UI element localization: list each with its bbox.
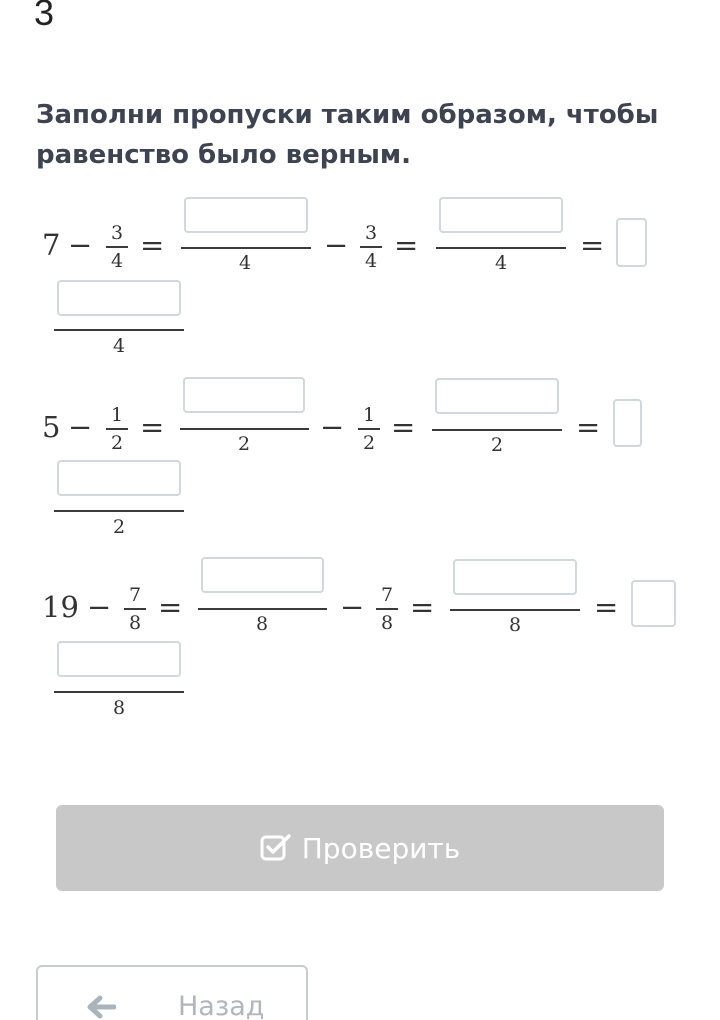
fraction-bar — [358, 428, 380, 430]
fraction-denominator: 2 — [237, 433, 251, 455]
fraction-denominator: 8 — [255, 613, 269, 635]
checkbox-check-icon — [260, 833, 292, 863]
minus-sign: − — [324, 228, 349, 262]
whole-number: 5 — [42, 410, 61, 444]
numerator-input-1[interactable] — [183, 377, 305, 413]
whole-number: 7 — [42, 228, 61, 262]
minus-sign: − — [340, 590, 365, 624]
fraction-denominator: 4 — [494, 252, 508, 274]
fraction-bar — [54, 510, 184, 512]
fraction-denominator: 4 — [364, 250, 378, 272]
fraction-denominator: 4 — [110, 250, 124, 272]
minus-sign: − — [320, 410, 345, 444]
fraction-numerator: 7 — [128, 584, 142, 606]
minus-sign: − — [87, 590, 112, 624]
arrow-left-icon — [86, 995, 116, 1020]
fraction-denominator: 4 — [238, 252, 252, 274]
numerator-input-2[interactable] — [439, 197, 563, 233]
fraction-bar — [106, 428, 128, 430]
fraction-denominator: 2 — [362, 432, 376, 454]
equals-sign: = — [576, 410, 601, 444]
fraction-denominator: 4 — [112, 335, 126, 357]
result-numerator-input[interactable] — [57, 460, 181, 496]
back-button-label: Назад — [178, 991, 265, 1020]
fraction-numerator: 1 — [110, 404, 124, 426]
fraction-denominator: 8 — [380, 612, 394, 634]
fraction-numerator: 3 — [364, 222, 378, 244]
numerator-input-2[interactable] — [435, 378, 559, 414]
fraction-bar — [432, 429, 562, 431]
fraction-bar — [106, 246, 128, 248]
equals-sign: = — [158, 590, 183, 624]
fraction-denominator: 8 — [112, 697, 126, 719]
equals-sign: = — [594, 590, 619, 624]
fraction-numerator: 7 — [380, 584, 394, 606]
fraction-bar — [376, 608, 398, 610]
equals-sign: = — [580, 228, 605, 262]
equals-sign: = — [140, 410, 165, 444]
equals-sign: = — [391, 410, 416, 444]
equals-sign: = — [394, 228, 419, 262]
fraction-bar — [54, 691, 184, 693]
check-button-label: Проверить — [301, 831, 461, 865]
minus-sign: − — [68, 410, 93, 444]
equals-sign: = — [410, 590, 435, 624]
fraction-bar — [54, 329, 184, 331]
task-number: 3 — [34, 0, 55, 33]
fraction-denominator: 2 — [110, 432, 124, 454]
numerator-input-1[interactable] — [184, 197, 308, 233]
fraction-numerator: 1 — [362, 404, 376, 426]
fraction-bar — [198, 608, 327, 610]
result-numerator-input[interactable] — [57, 641, 181, 677]
back-button[interactable] — [36, 965, 308, 1020]
equals-sign: = — [140, 228, 165, 262]
numerator-input-2[interactable] — [453, 559, 577, 595]
numerator-input-1[interactable] — [201, 557, 324, 593]
task-prompt: Заполни пропуски таким образом, чтобы равенство было верным. — [36, 100, 659, 170]
whole-part-input[interactable] — [631, 580, 676, 627]
fraction-bar — [181, 247, 311, 249]
fraction-numerator: 3 — [110, 222, 124, 244]
result-numerator-input[interactable] — [57, 280, 181, 316]
fraction-bar — [450, 609, 580, 611]
fraction-bar — [436, 247, 566, 249]
whole-part-input[interactable] — [616, 218, 647, 267]
whole-part-input[interactable] — [613, 399, 642, 447]
fraction-denominator: 2 — [112, 516, 126, 538]
fraction-bar — [360, 246, 382, 248]
check-button[interactable] — [56, 805, 664, 891]
fraction-denominator: 2 — [490, 434, 504, 456]
fraction-bar — [180, 428, 309, 430]
fraction-denominator: 8 — [128, 612, 142, 634]
minus-sign: − — [68, 228, 93, 262]
fraction-bar — [124, 608, 146, 610]
whole-number: 19 — [42, 590, 79, 624]
fraction-denominator: 8 — [508, 614, 522, 636]
